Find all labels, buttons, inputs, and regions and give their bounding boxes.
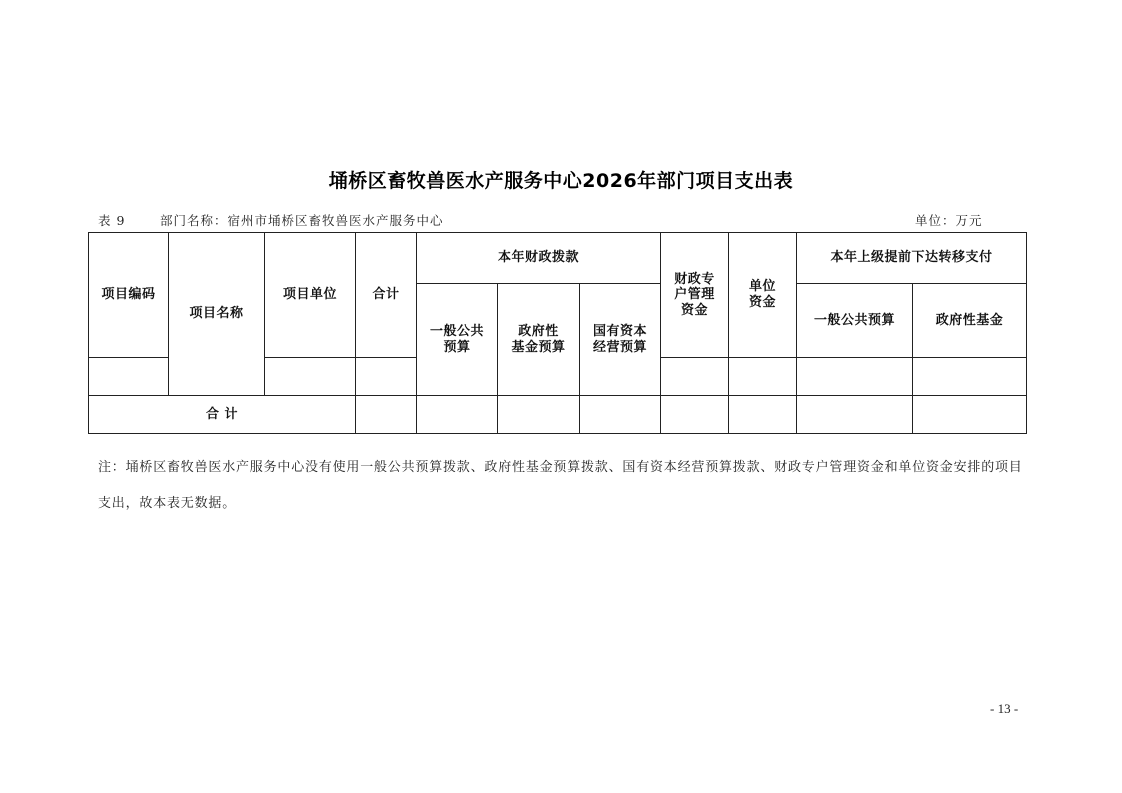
page-number: - 13 - (990, 701, 1019, 716)
header-gov-fund-budget (498, 284, 580, 396)
total-cell-special-account (661, 396, 729, 434)
header-unit-funds-line1: 单位 (749, 279, 777, 295)
header-gov-fund-line2: 基金预算 (511, 339, 566, 355)
table-note: 注：埇桥区畜牧兽医水产服务中心没有使用一般公共预算拨款、政府性基金预算拨款、国有资本经营预算拨款、财政专户管理资金和单位资金安排的项目支出，故本表无数据。 (98, 460, 1023, 511)
header-special-account-funds (661, 233, 729, 358)
header-gov-fund-line1: 政府性 (518, 323, 559, 339)
department-name: 部门名称：宿州市埇桥区畜牧兽医水产服务中心 (160, 213, 444, 228)
header-transfer-general-budget: 一般公共预算 (797, 284, 913, 358)
data-cell-special-account (661, 358, 729, 396)
data-cell-code (89, 358, 169, 396)
header-subtotal: 合计 (356, 233, 417, 358)
total-cell-gov-fund (498, 396, 580, 434)
header-special-account-line2: 户管理 (674, 287, 715, 303)
header-state-capital-line2: 经营预算 (593, 339, 648, 355)
table-number: 表 9 (98, 213, 126, 228)
header-unit-funds-line2: 资金 (749, 295, 777, 310)
header-transfer-payments: 本年上级提前下达转移支付 (797, 233, 1027, 284)
header-project-name: 项目名称 (169, 233, 265, 396)
header-general-budget-line2: 预算 (443, 339, 471, 355)
header-general-budget (417, 284, 498, 396)
header-state-capital-budget (580, 284, 661, 396)
header-fiscal-allocation: 本年财政拨款 (417, 233, 661, 284)
unit-label: 单位：万元 (915, 213, 983, 228)
header-project-code: 项目编码 (89, 233, 169, 358)
header-general-budget-line1: 一般公共 (429, 323, 484, 339)
document-title: 埇桥区畜牧兽医水产服务中心2026年部门项目支出表 (328, 170, 794, 192)
header-unit-funds (729, 233, 797, 358)
total-cell-general-budget (417, 396, 498, 434)
header-project-unit: 项目单位 (265, 233, 356, 358)
total-cell-transfer-gov-fund (913, 396, 1027, 434)
header-special-account-line3: 资金 (681, 302, 709, 318)
data-cell-unit-funds (729, 358, 797, 396)
data-cell-transfer-gov-fund (913, 358, 1027, 396)
total-cell-transfer-general (797, 396, 913, 434)
data-cell-unit (265, 358, 356, 396)
header-state-capital-line1: 国有资本 (593, 323, 648, 339)
total-cell-subtotal (356, 396, 417, 434)
project-expenditure-table (88, 232, 1027, 434)
data-cell-subtotal (356, 358, 417, 396)
total-row-label: 合 计 (89, 396, 356, 434)
total-row (89, 396, 1027, 434)
data-cell-transfer-general (797, 358, 913, 396)
total-cell-state-capital (580, 396, 661, 434)
total-cell-unit-funds (729, 396, 797, 434)
header-transfer-gov-fund: 政府性基金 (913, 284, 1027, 358)
header-special-account-line1: 财政专 (674, 271, 715, 287)
